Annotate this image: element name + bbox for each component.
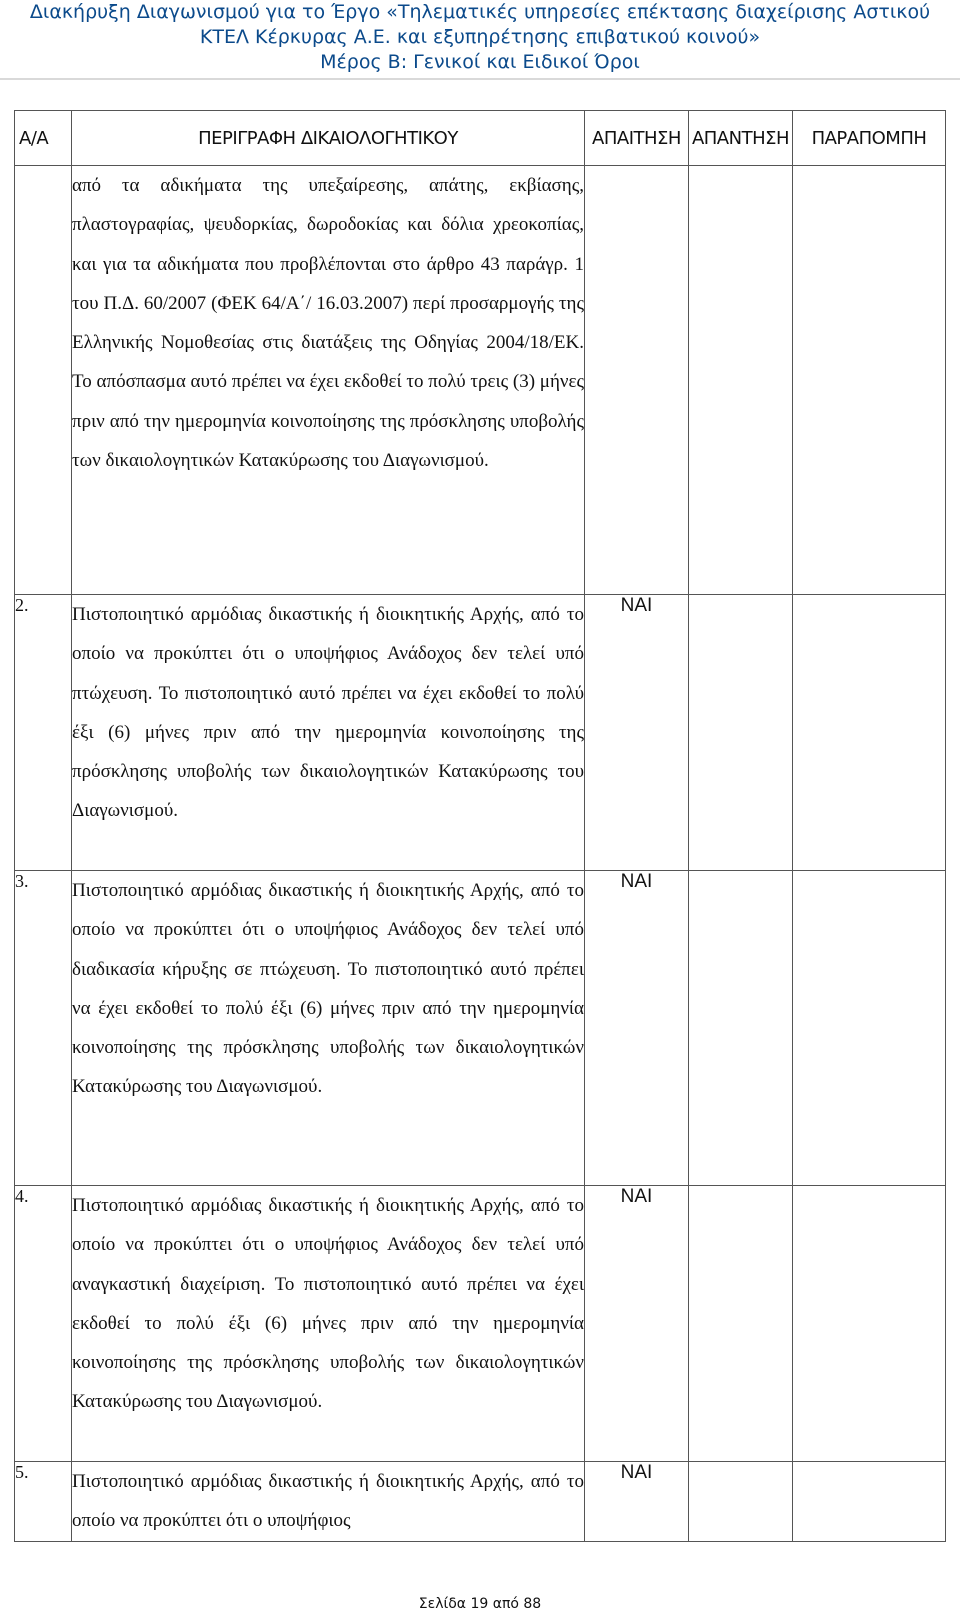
row-answer (689, 1186, 793, 1462)
row-number: 3. (15, 871, 72, 1186)
row-description-text: Πιστοποιητικό αρμόδιας δικαστικής ή διοικητικής Αρχής, από το οποίο να προκύπτει ότι ο υποψήφιος Ανάδοχος δεν τελεί υπό διαδικασία κήρυξης σε πτώχευση. Το πιστοποιητικό αυτό πρέπει να έχει εκδοθεί το πολύ έξι (6) μήνες πριν από την ημερομηνία κοινοποίησης της πρόσκλησης υποβολής των δικαιολογητικών Κατακύρωσης του Διαγωνισμού. (72, 880, 584, 1098)
column-header-description: ΠΕΡΙΓΡΑΦΗ ΔΙΚΑΙΟΛΟΓΗΤΙΚΟΥ (72, 111, 585, 166)
row-reference (793, 1186, 946, 1462)
header-line-2: ΚΤΕΛ Κέρκυρας Α.Ε. και εξυπηρέτησης επιβατικού κοινού» (199, 26, 761, 48)
column-header-reference: ΠΑΡΑΠΟΜΠΗ (793, 111, 946, 166)
table-row (15, 166, 946, 595)
header-line-3: Μέρος Β: Γενικοί και Ειδικοί Όροι (320, 51, 640, 73)
row-answer (689, 871, 793, 1186)
row-reference (793, 871, 946, 1186)
row-description (72, 595, 585, 871)
row-description (72, 1462, 585, 1542)
table-row (15, 1186, 946, 1462)
row-answer (689, 166, 793, 595)
column-header-requirement: ΑΠΑΙΤΗΣΗ (585, 111, 689, 166)
row-description (72, 166, 585, 595)
row-description-text: Πιστοποιητικό αρμόδιας δικαστικής ή διοικητικής Αρχής, από το οποίο να προκύπτει ότι ο υποψήφιος (72, 1471, 584, 1532)
row-reference (793, 166, 946, 595)
row-requirement: ΝΑΙ (585, 1462, 689, 1542)
table-row (15, 595, 946, 871)
document-header (0, 0, 960, 75)
table-row (15, 1462, 946, 1542)
row-number: 5. (15, 1462, 72, 1542)
row-answer (689, 1462, 793, 1542)
header-line-1: Διακήρυξη Διαγωνισμού για το Έργο «Τηλεματικές υπηρεσίες επέκτασης διαχείρισης Αστικού (29, 1, 931, 23)
row-reference (793, 1462, 946, 1542)
row-requirement: ΝΑΙ (585, 595, 689, 871)
row-description (72, 871, 585, 1186)
row-number: 2. (15, 595, 72, 871)
row-description-text: Πιστοποιητικό αρμόδιας δικαστικής ή διοικητικής Αρχής, από το οποίο να προκύπτει ότι ο υποψήφιος Ανάδοχος δεν τελεί υπό πτώχευση. Το πιστοποιητικό αυτό πρέπει να έχει εκδοθεί το πολύ έξι (6) μήνες πριν από την ημερομηνία κοινοποίησης της πρόσκλησης υποβολής των δικαιολογητικών Κατακύρωσης του Διαγωνισμού. (72, 604, 584, 822)
row-requirement: ΝΑΙ (585, 1186, 689, 1462)
row-reference (793, 595, 946, 871)
row-number: 4. (15, 1186, 72, 1462)
header-divider (0, 78, 960, 80)
table-row (15, 871, 946, 1186)
row-description (72, 1186, 585, 1462)
row-requirement: ΝΑΙ (585, 871, 689, 1186)
column-header-answer: ΑΠΑΝΤΗΣΗ (689, 111, 793, 166)
row-answer (689, 595, 793, 871)
page-number: Σελίδα 19 από 88 (418, 1596, 542, 1612)
table-header-row (15, 111, 946, 166)
row-requirement (585, 166, 689, 595)
column-header-aa: Α/Α (15, 111, 72, 166)
row-description-text: Πιστοποιητικό αρμόδιας δικαστικής ή διοικητικής Αρχής, από το οποίο να προκύπτει ότι ο υποψήφιος Ανάδοχος δεν τελεί υπό αναγκαστική διαχείριση. Το πιστοποιητικό αυτό πρέπει να έχει εκδοθεί το πολύ έξι (6) μήνες πριν από την ημερομηνία κοινοποίησης της πρόσκλησης υποβολής των δικαιολογητικών Κατακύρωσης του Διαγωνισμού. (72, 1195, 584, 1413)
requirements-table (14, 110, 946, 1542)
row-number (15, 166, 72, 595)
row-description-text: από τα αδικήματα της υπεξαίρεσης, απάτης, εκβίασης, πλαστογραφίας, ψευδορκίας, δωροδοκίας και δόλια χρεοκοπίας, και για τα αδικήματα που προβλέπονται στο άρθρο 43 παράγρ. 1 του Π.Δ. 60/2007 (ΦΕΚ 64/Α΄/ 16.03.2007) περί προσαρμογής της Ελληνικής Νομοθεσίας στις διατάξεις της Οδηγίας 2004/18/ΕΚ. Το απόσπασμα αυτό πρέπει να έχει εκδοθεί το πολύ τρεις (3) μήνες πριν από την ημερομηνία κοινοποίησης της πρόσκλησης υποβολής των δικαιολογητικών Κατακύρωσης του Διαγωνισμού. (72, 175, 584, 472)
